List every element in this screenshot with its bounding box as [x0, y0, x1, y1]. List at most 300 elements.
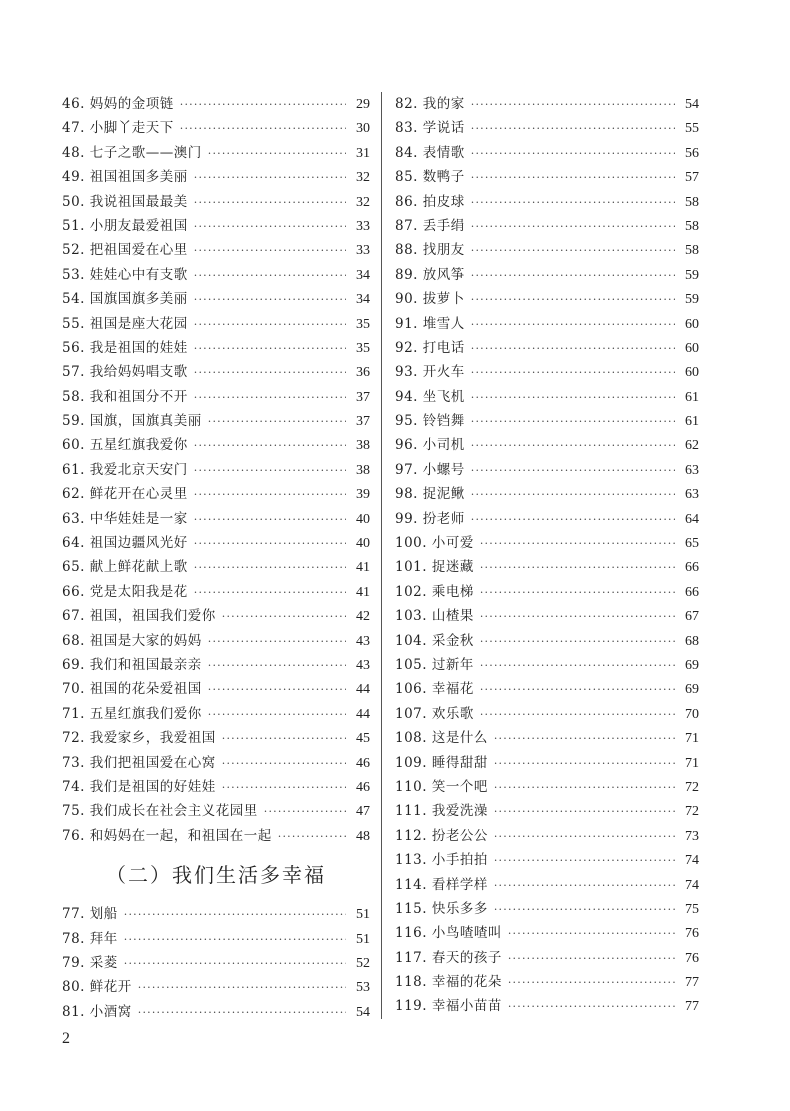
toc-entry-title: 70. 祖国的花朵爱祖国 [62, 681, 202, 698]
toc-entry [62, 238, 370, 262]
toc-dot-leader [494, 825, 675, 849]
toc-entry [62, 360, 370, 384]
toc-dot-leader [222, 605, 346, 629]
toc-entry [62, 263, 370, 287]
toc-dot-leader [471, 459, 675, 483]
toc-entry-title: 115. 快乐多多 [395, 900, 488, 917]
toc-entry [395, 946, 699, 970]
toc-dot-leader [222, 727, 346, 751]
toc-entry [62, 409, 370, 433]
toc-entry-title: 116. 小鸟喳喳叫 [395, 925, 502, 942]
toc-entry-page: 77 [685, 999, 699, 1015]
toc-dot-leader [208, 654, 346, 678]
toc-entry [395, 580, 699, 604]
toc-dot-leader [480, 703, 675, 727]
toc-entry-title: 78. 拜年 [62, 930, 118, 947]
toc-entry [395, 677, 699, 701]
toc-dot-leader [494, 776, 675, 800]
toc-entry-page: 39 [356, 487, 370, 503]
toc-entry-title: 63. 中华娃娃是一家 [62, 510, 188, 527]
toc-entry-page: 53 [356, 980, 370, 996]
toc-entry [62, 385, 370, 409]
toc-entry-page: 33 [356, 218, 370, 234]
toc-entry-page: 69 [685, 657, 699, 673]
toc-dot-leader [208, 630, 346, 654]
toc-entry-title: 66. 党是太阳我是花 [62, 583, 188, 600]
toc-entry-page: 54 [356, 1004, 370, 1020]
toc-entry [62, 336, 370, 360]
toc-entry-title: 110. 笑一个吧 [395, 778, 488, 795]
toc-dot-leader [494, 800, 675, 824]
toc-entry [62, 799, 370, 823]
toc-dot-leader [508, 922, 675, 946]
toc-entry [62, 726, 370, 750]
toc-dot-leader [471, 508, 675, 532]
toc-dot-leader [471, 117, 675, 141]
toc-dot-leader [471, 313, 675, 337]
toc-entry-title: 58. 我和祖国分不开 [62, 388, 188, 405]
toc-right-column [395, 92, 699, 1019]
toc-entry-page: 46 [356, 779, 370, 795]
toc-entry-page: 43 [356, 633, 370, 649]
toc-entry [62, 190, 370, 214]
toc-entry-page: 63 [685, 487, 699, 503]
toc-left-column [62, 92, 370, 1024]
toc-entry-title: 108. 这是什么 [395, 730, 488, 747]
toc-entry-title: 84. 表情歌 [395, 144, 465, 161]
toc-entry-title: 49. 祖国祖国多美丽 [62, 169, 188, 186]
toc-entry-page: 65 [685, 536, 699, 552]
toc-dot-leader [471, 191, 675, 215]
toc-entry-title: 99. 扮老师 [395, 510, 465, 527]
toc-list [395, 92, 699, 1019]
toc-entry [395, 897, 699, 921]
toc-dot-leader [194, 434, 346, 458]
toc-entry [62, 458, 370, 482]
toc-entry-page: 44 [356, 682, 370, 698]
toc-dot-leader [508, 971, 675, 995]
toc-dot-leader [194, 288, 346, 312]
column-divider [381, 92, 382, 1019]
toc-dot-leader [480, 581, 675, 605]
toc-dot-leader [138, 976, 346, 1000]
toc-entry-title: 93. 开火车 [395, 364, 465, 381]
toc-entry [62, 702, 370, 726]
toc-entry-title: 82. 我的家 [395, 96, 465, 112]
toc-dot-leader [208, 703, 346, 727]
toc-entry-title: 96. 小司机 [395, 437, 465, 454]
toc-entry-page: 72 [685, 779, 699, 795]
toc-entry [395, 360, 699, 384]
toc-entry-page: 55 [685, 121, 699, 137]
toc-dot-leader [194, 556, 346, 580]
toc-entry-page: 31 [356, 145, 370, 161]
toc-dot-leader [480, 556, 675, 580]
toc-entry [62, 1000, 370, 1024]
toc-entry [395, 848, 699, 872]
toc-entry-title: 117. 春天的孩子 [395, 949, 502, 966]
toc-entry [395, 970, 699, 994]
toc-entry [395, 385, 699, 409]
toc-entry-title: 57. 我给妈妈唱支歌 [62, 364, 188, 381]
toc-entry [62, 507, 370, 531]
toc-entry-page: 43 [356, 657, 370, 673]
toc-dot-leader [222, 776, 346, 800]
toc-entry-page: 38 [356, 438, 370, 454]
toc-entry-title: 79. 采菱 [62, 954, 118, 971]
toc-entry-page: 46 [356, 755, 370, 771]
toc-entry-page: 41 [356, 560, 370, 576]
toc-entry-page: 61 [685, 389, 699, 405]
toc-entry-title: 46. 妈妈的金项链 [62, 96, 174, 112]
toc-entry-title: 100. 小可爱 [395, 535, 474, 552]
toc-entry-title: 76. 和妈妈在一起，和祖国在一起 [62, 827, 272, 844]
toc-dot-leader [194, 508, 346, 532]
toc-entry-page: 59 [685, 292, 699, 308]
toc-dot-leader [124, 928, 346, 952]
toc-entry-title: 68. 祖国是大家的妈妈 [62, 632, 202, 649]
toc-entry-page: 34 [356, 292, 370, 308]
toc-entry-title: 88. 找朋友 [395, 242, 465, 259]
toc-entry-page: 60 [685, 365, 699, 381]
toc-entry-title: 95. 铃铛舞 [395, 413, 465, 430]
toc-entry [62, 677, 370, 701]
toc-entry [62, 92, 370, 116]
toc-entry-page: 30 [356, 121, 370, 137]
toc-entry-title: 119. 幸福小苗苗 [395, 998, 502, 1015]
toc-entry-title: 71. 五星红旗我们爱你 [62, 705, 202, 722]
toc-entry-page: 69 [685, 682, 699, 698]
toc-entry-title: 51. 小朋友最爱祖国 [62, 217, 188, 234]
toc-dot-leader [471, 483, 675, 507]
toc-entry-title: 73. 我们把祖国爱在心窝 [62, 754, 216, 771]
toc-entry [395, 190, 699, 214]
toc-dot-leader [194, 532, 346, 556]
toc-dot-leader [194, 215, 346, 239]
toc-entry-title: 98. 捉泥鳅 [395, 486, 465, 503]
toc-entry [62, 531, 370, 555]
toc-dot-leader [124, 952, 346, 976]
toc-entry-title: 94. 坐飞机 [395, 388, 465, 405]
toc-dot-leader [508, 995, 675, 1019]
toc-dot-leader [480, 654, 675, 678]
toc-entry [62, 902, 370, 926]
toc-dot-leader [471, 288, 675, 312]
toc-entry-page: 74 [685, 853, 699, 869]
toc-dot-leader [194, 361, 346, 385]
toc-entry-title: 72. 我爱家乡，我爱祖国 [62, 730, 216, 747]
toc-entry-title: 109. 睡得甜甜 [395, 754, 488, 771]
toc-entry-title: 118. 幸福的花朵 [395, 974, 502, 991]
toc-entry [62, 433, 370, 457]
toc-dot-leader [264, 800, 346, 824]
toc-dot-leader [124, 903, 346, 927]
toc-dot-leader [194, 386, 346, 410]
toc-dot-leader [480, 605, 675, 629]
toc-entry-title: 80. 鲜花开 [62, 979, 132, 996]
toc-entry [62, 629, 370, 653]
toc-dot-leader [471, 434, 675, 458]
toc-entry-page: 56 [685, 145, 699, 161]
toc-entry-page: 76 [685, 950, 699, 966]
toc-entry-title: 111. 我爱洗澡 [395, 803, 488, 820]
toc-entry [62, 312, 370, 336]
toc-entry [395, 92, 699, 116]
toc-entry [395, 287, 699, 311]
toc-entry-title: 53. 娃娃心中有支歌 [62, 266, 188, 283]
toc-dot-leader [194, 313, 346, 337]
toc-entry-page: 76 [685, 926, 699, 942]
toc-entry-page: 37 [356, 414, 370, 430]
toc-entry-page: 67 [685, 609, 699, 625]
toc-list [62, 92, 370, 848]
toc-entry-page: 60 [685, 340, 699, 356]
toc-dot-leader [480, 532, 675, 556]
toc-entry-title: 91. 堆雪人 [395, 315, 465, 332]
toc-entry-page: 42 [356, 609, 370, 625]
toc-dot-leader [471, 264, 675, 288]
toc-dot-leader [278, 825, 346, 849]
toc-entry [62, 580, 370, 604]
toc-entry-title: 83. 学说话 [395, 120, 465, 137]
toc-entry-title: 61. 我爱北京天安门 [62, 461, 188, 478]
toc-entry-title: 86. 拍皮球 [395, 193, 465, 210]
toc-entry-page: 58 [685, 218, 699, 234]
toc-entry-page: 77 [685, 975, 699, 991]
toc-entry [395, 507, 699, 531]
toc-entry-page: 61 [685, 414, 699, 430]
toc-entry-title: 55. 祖国是座大花园 [62, 315, 188, 332]
toc-dot-leader [222, 752, 346, 776]
toc-dot-leader [208, 142, 346, 166]
toc-entry [395, 799, 699, 823]
toc-entry [62, 116, 370, 140]
toc-entry [395, 165, 699, 189]
toc-entry-page: 34 [356, 267, 370, 283]
toc-entry [395, 263, 699, 287]
toc-dot-leader [480, 630, 675, 654]
toc-dot-leader [494, 874, 675, 898]
section-heading: （二）我们生活多幸福 [106, 863, 326, 888]
toc-entry-title: 92. 打电话 [395, 339, 465, 356]
toc-entry-page: 35 [356, 340, 370, 356]
toc-entry [395, 336, 699, 360]
toc-entry-page: 71 [685, 755, 699, 771]
toc-dot-leader [194, 264, 346, 288]
toc-entry [395, 921, 699, 945]
toc-entry [395, 482, 699, 506]
toc-entry [395, 312, 699, 336]
toc-dot-leader [208, 410, 346, 434]
toc-entry [62, 141, 370, 165]
toc-entry [62, 824, 370, 848]
toc-entry-title: 90. 拔萝卜 [395, 291, 465, 308]
toc-dot-leader [471, 166, 675, 190]
toc-entry [395, 531, 699, 555]
toc-dot-leader [194, 191, 346, 215]
toc-entry-title: 59. 国旗，国旗真美丽 [62, 413, 202, 430]
toc-entry-page: 41 [356, 584, 370, 600]
toc-entry-page: 72 [685, 804, 699, 820]
toc-entry-title: 97. 小螺号 [395, 461, 465, 478]
toc-entry-title: 74. 我们是祖国的好娃娃 [62, 778, 216, 795]
toc-entry [62, 604, 370, 628]
toc-entry-title: 105. 过新年 [395, 656, 474, 673]
toc-dot-leader [471, 361, 675, 385]
toc-entry [395, 994, 699, 1018]
toc-entry-title: 77. 划船 [62, 906, 118, 923]
toc-entry-title: 87. 丢手绢 [395, 217, 465, 234]
toc-entry-title: 47. 小脚丫走天下 [62, 120, 174, 137]
toc-entry-title: 113. 小手拍拍 [395, 852, 488, 869]
toc-entry [395, 873, 699, 897]
toc-entry [62, 653, 370, 677]
toc-dot-leader [194, 166, 346, 190]
toc-entry-title: 107. 欢乐歌 [395, 705, 474, 722]
toc-entry-page: 64 [685, 511, 699, 527]
toc-dot-leader [194, 239, 346, 263]
toc-dot-leader [508, 947, 675, 971]
toc-entry-page: 66 [685, 560, 699, 576]
toc-entry-title: 75. 我们成长在社会主义花园里 [62, 803, 258, 820]
toc-dot-leader [494, 849, 675, 873]
toc-entry [395, 604, 699, 628]
toc-entry [395, 653, 699, 677]
toc-entry-title: 62. 鲜花开在心灵里 [62, 486, 188, 503]
toc-entry-page: 38 [356, 462, 370, 478]
toc-entry-title: 112. 扮老公公 [395, 827, 488, 844]
toc-entry-title: 64. 祖国边疆风光好 [62, 535, 188, 552]
toc-entry [395, 238, 699, 262]
toc-entry [395, 116, 699, 140]
toc-entry-page: 32 [356, 194, 370, 210]
toc-entry-page: 51 [356, 907, 370, 923]
toc-entry [395, 458, 699, 482]
toc-entry-page: 73 [685, 828, 699, 844]
toc-entry-page: 36 [356, 365, 370, 381]
toc-dot-leader [471, 215, 675, 239]
toc-entry [62, 214, 370, 238]
toc-entry [395, 751, 699, 775]
toc-entry [62, 775, 370, 799]
toc-entry-title: 48. 七子之歌——澳门 [62, 144, 202, 161]
toc-entry-title: 89. 放风筝 [395, 266, 465, 283]
toc-entry-page: 57 [685, 170, 699, 186]
toc-entry-page: 74 [685, 877, 699, 893]
toc-entry-page: 44 [356, 706, 370, 722]
toc-entry-title: 106. 幸福花 [395, 681, 474, 698]
toc-entry-title: 50. 我说祖国最最美 [62, 193, 188, 210]
toc-entry [395, 726, 699, 750]
toc-list [62, 902, 370, 1024]
toc-entry-title: 54. 国旗国旗多美丽 [62, 291, 188, 308]
toc-entry [62, 951, 370, 975]
toc-entry-title: 52. 把祖国爱在心里 [62, 242, 188, 259]
toc-dot-leader [471, 93, 675, 117]
toc-entry-page: 40 [356, 536, 370, 552]
toc-entry-page: 51 [356, 931, 370, 947]
toc-entry-title: 60. 五星红旗我爱你 [62, 437, 188, 454]
toc-entry-page: 71 [685, 731, 699, 747]
toc-entry [62, 751, 370, 775]
toc-entry-page: 29 [356, 97, 370, 112]
toc-entry-page: 52 [356, 955, 370, 971]
toc-dot-leader [471, 410, 675, 434]
toc-entry [395, 702, 699, 726]
toc-dot-leader [180, 93, 346, 117]
toc-dot-leader [471, 142, 675, 166]
toc-entry-page: 59 [685, 267, 699, 283]
toc-entry [395, 555, 699, 579]
toc-dot-leader [494, 898, 675, 922]
toc-dot-leader [494, 727, 675, 751]
toc-dot-leader [471, 239, 675, 263]
toc-entry [62, 165, 370, 189]
toc-entry-page: 58 [685, 194, 699, 210]
toc-dot-leader [194, 459, 346, 483]
toc-entry [395, 824, 699, 848]
toc-dot-leader [494, 752, 675, 776]
toc-entry-page: 60 [685, 316, 699, 332]
toc-entry-page: 33 [356, 243, 370, 259]
toc-entry-title: 103. 山楂果 [395, 608, 474, 625]
toc-entry [62, 287, 370, 311]
toc-entry [62, 555, 370, 579]
toc-entry-title: 69. 我们和祖国最亲亲 [62, 656, 202, 673]
toc-entry-title: 85. 数鸭子 [395, 169, 465, 186]
toc-dot-leader [194, 581, 346, 605]
toc-dot-leader [471, 386, 675, 410]
toc-entry-page: 54 [685, 97, 699, 112]
toc-entry-page: 32 [356, 170, 370, 186]
toc-entry-title: 81. 小酒窝 [62, 1003, 132, 1020]
toc-entry [62, 482, 370, 506]
toc-entry-page: 70 [685, 706, 699, 722]
toc-dot-leader [194, 483, 346, 507]
toc-entry-page: 63 [685, 462, 699, 478]
toc-entry [395, 433, 699, 457]
toc-entry-title: 104. 采金秋 [395, 632, 474, 649]
toc-dot-leader [194, 337, 346, 361]
toc-entry-title: 114. 看样学样 [395, 876, 488, 893]
toc-entry-page: 48 [356, 828, 370, 844]
toc-entry-page: 66 [685, 584, 699, 600]
toc-dot-leader [180, 117, 346, 141]
toc-entry [395, 409, 699, 433]
toc-entry-page: 35 [356, 316, 370, 332]
toc-entry [395, 775, 699, 799]
toc-entry-page: 68 [685, 633, 699, 649]
toc-entry-title: 101. 捉迷藏 [395, 559, 474, 576]
toc-entry-page: 45 [356, 731, 370, 747]
toc-entry-page: 62 [685, 438, 699, 454]
toc-entry [62, 975, 370, 999]
toc-entry-title: 102. 乘电梯 [395, 583, 474, 600]
page-number: 2 [62, 1030, 70, 1047]
toc-entry-page: 40 [356, 511, 370, 527]
toc-entry-page: 75 [685, 901, 699, 917]
toc-entry-page: 58 [685, 243, 699, 259]
toc-dot-leader [471, 337, 675, 361]
toc-entry-page: 47 [356, 804, 370, 820]
toc-entry-page: 37 [356, 389, 370, 405]
toc-entry-title: 56. 我是祖国的娃娃 [62, 339, 188, 356]
toc-dot-leader [480, 678, 675, 702]
toc-entry [395, 214, 699, 238]
toc-entry [395, 141, 699, 165]
toc-entry [62, 927, 370, 951]
toc-entry-title: 67. 祖国，祖国我们爱你 [62, 608, 216, 625]
